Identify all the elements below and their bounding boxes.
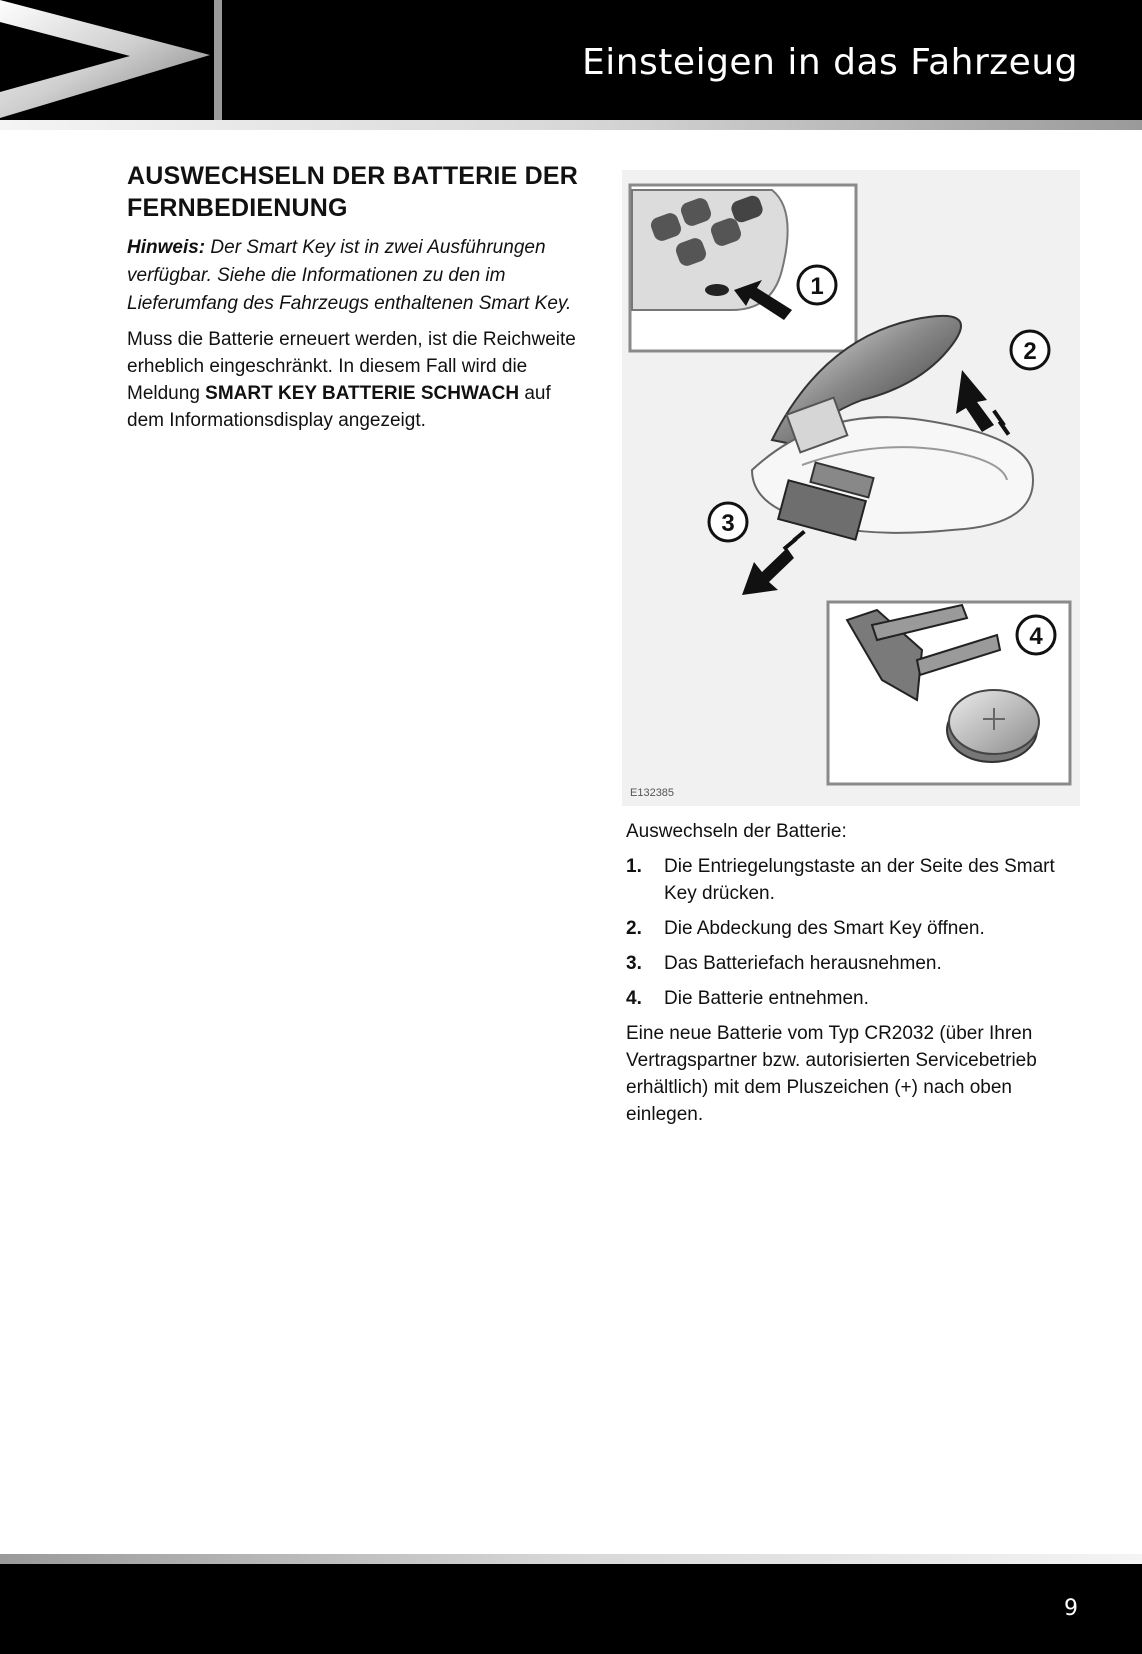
left-column <box>127 160 587 434</box>
step-number: 1. <box>626 856 642 877</box>
footer-divider <box>0 1554 1142 1564</box>
step-text: Die Batterie entnehmen. <box>664 988 869 1009</box>
section-title: AUSWECHSELN DER BATTERIE DER FERNBEDIENUNG <box>127 162 578 222</box>
step-number: 3. <box>626 953 642 974</box>
page-footer <box>0 1564 1142 1654</box>
page-number: 9 <box>1064 1596 1078 1621</box>
right-column <box>626 818 1066 1136</box>
closing-paragraph: Eine neue Batterie vom Typ CR2032 (über Ihren Vertragspartner bzw. autorisierten Servicebetrieb erhältlich) mit dem Pluszeichen (+) nach oben einlegen. <box>626 1023 1037 1125</box>
step-item <box>626 985 1066 1012</box>
callout-2: 2 <box>1023 338 1037 365</box>
step-number: 4. <box>626 988 642 1009</box>
body-text-after: auf dem Informationsdisplay angezeigt. <box>127 383 551 431</box>
smart-key-body <box>632 190 788 310</box>
note <box>127 234 587 318</box>
step-text: Die Abdeckung des Smart Key öffnen. <box>664 918 985 939</box>
header-divider <box>0 120 1142 130</box>
cr2032-battery-icon <box>947 690 1039 762</box>
battery-replacement-illustration <box>622 170 1080 806</box>
callout-1: 1 <box>810 273 824 300</box>
instructions-intro: Auswechseln der Batterie: <box>626 821 847 842</box>
figure-code: E132385 <box>630 787 675 799</box>
steps-list <box>626 853 1066 1012</box>
step-text: Die Entriegelungstaste an der Seite des Smart Key drücken. <box>664 856 1055 904</box>
body-text-before: Muss die Batterie erneuert werden, ist die Reichweite erheblich eingeschränkt. In diesem Fall wird die Meldung <box>127 329 576 404</box>
step-item <box>626 950 1066 977</box>
step-number: 2. <box>626 918 642 939</box>
warning-message: SMART KEY BATTERIE SCHWACH <box>205 383 520 404</box>
callout-3: 3 <box>721 510 735 537</box>
page-title: Einsteigen in das Fahrzeug <box>581 42 1078 83</box>
step-item <box>626 915 1066 942</box>
callout-4: 4 <box>1029 623 1043 650</box>
chevron-logo-icon <box>0 0 230 120</box>
body-paragraph <box>127 326 587 434</box>
note-label: Hinweis: <box>127 237 206 258</box>
page-header <box>0 0 1142 120</box>
note-text: Der Smart Key ist in zwei Ausführungen verfügbar. Siehe die Informationen zu den im Lieferumfang des Fahrzeugs enthaltenen Smart Key. <box>127 237 572 314</box>
step-item <box>626 853 1066 907</box>
step-text: Das Batteriefach herausnehmen. <box>664 953 942 974</box>
